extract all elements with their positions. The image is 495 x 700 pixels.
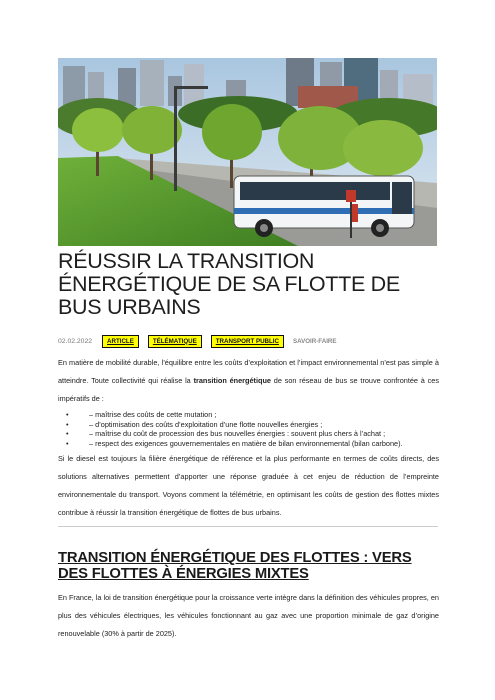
list-item: • – d’optimisation des coûts d’exploitation d’une flotte nouvelles énergies ; <box>89 420 439 430</box>
article-meta <box>58 334 438 348</box>
intro-text: En matière de mobilité durable, l’équilibre entre les coûts d’exploitation et l’impact environnemental n’est pas simple à atteindre. Toute collectivité qui réalise la <box>58 358 439 385</box>
article-title: RÉUSSIR LA TRANSITION ÉNERGÉTIQUE DE SA FLOTTE DE BUS URBAINS <box>58 249 400 319</box>
tag-transport-public[interactable]: TRANSPORT PUBLIC <box>211 335 284 348</box>
section-heading: TRANSITION ÉNERGÉTIQUE DES FLOTTES : VERS DES FLOTTES À ÉNERGIES MIXTES <box>58 550 412 582</box>
diesel-paragraph: Si le diesel est toujours la filière énergétique de référence et la plus performante en termes de coûts directs, des solutions alternatives permettent d’apporter une réponse graduée à cet enjeu de réduction de l’empreinte environnementale du transport. Voyons comment la télémétrie, en optimisant les coûts de gestion des flottes mixtes contribue à réussir la transition énergétique de flottes de bus urbains. <box>58 454 439 517</box>
city-bus-photo <box>58 58 437 246</box>
intro-paragraph <box>58 354 439 408</box>
tag-article[interactable]: ARTICLE <box>102 335 139 348</box>
tag-telematique[interactable]: TÉLÉMATIQUE <box>148 335 202 348</box>
intro-text-end: de son réseau de bus se trouve confrontée à ces impératifs de : <box>58 376 440 403</box>
publication-date: 02.02.2022 <box>58 337 93 345</box>
section-body <box>58 589 439 643</box>
hero-image <box>58 58 437 246</box>
section-divider <box>58 526 438 527</box>
intro-keyword: transition énergétique <box>193 376 271 385</box>
list-item: • – maîtrise des coûts de cette mutation ; <box>89 410 439 420</box>
section-paragraph: En France, la loi de transition énergétique pour la croissance verte intègre dans la définition des véhicules propres, en plus des véhicules électriques, les véhicules fonctionnant au gaz avec une proportion minimale de gaz d’origine renouvelable (30% à partir de 2025). <box>58 593 439 638</box>
list-item: • – maîtrise du coût de procession des bus nouvelles énergies : souvent plus chers à l’achat ; <box>89 429 439 439</box>
imperatives-list <box>58 410 439 448</box>
category-label: SAVOIR-FAIRE <box>292 337 337 345</box>
list-item: • – respect des exigences gouvernementales en matière de bilan environnemental (bilan carbone). <box>89 439 439 449</box>
article-intro <box>58 354 439 522</box>
